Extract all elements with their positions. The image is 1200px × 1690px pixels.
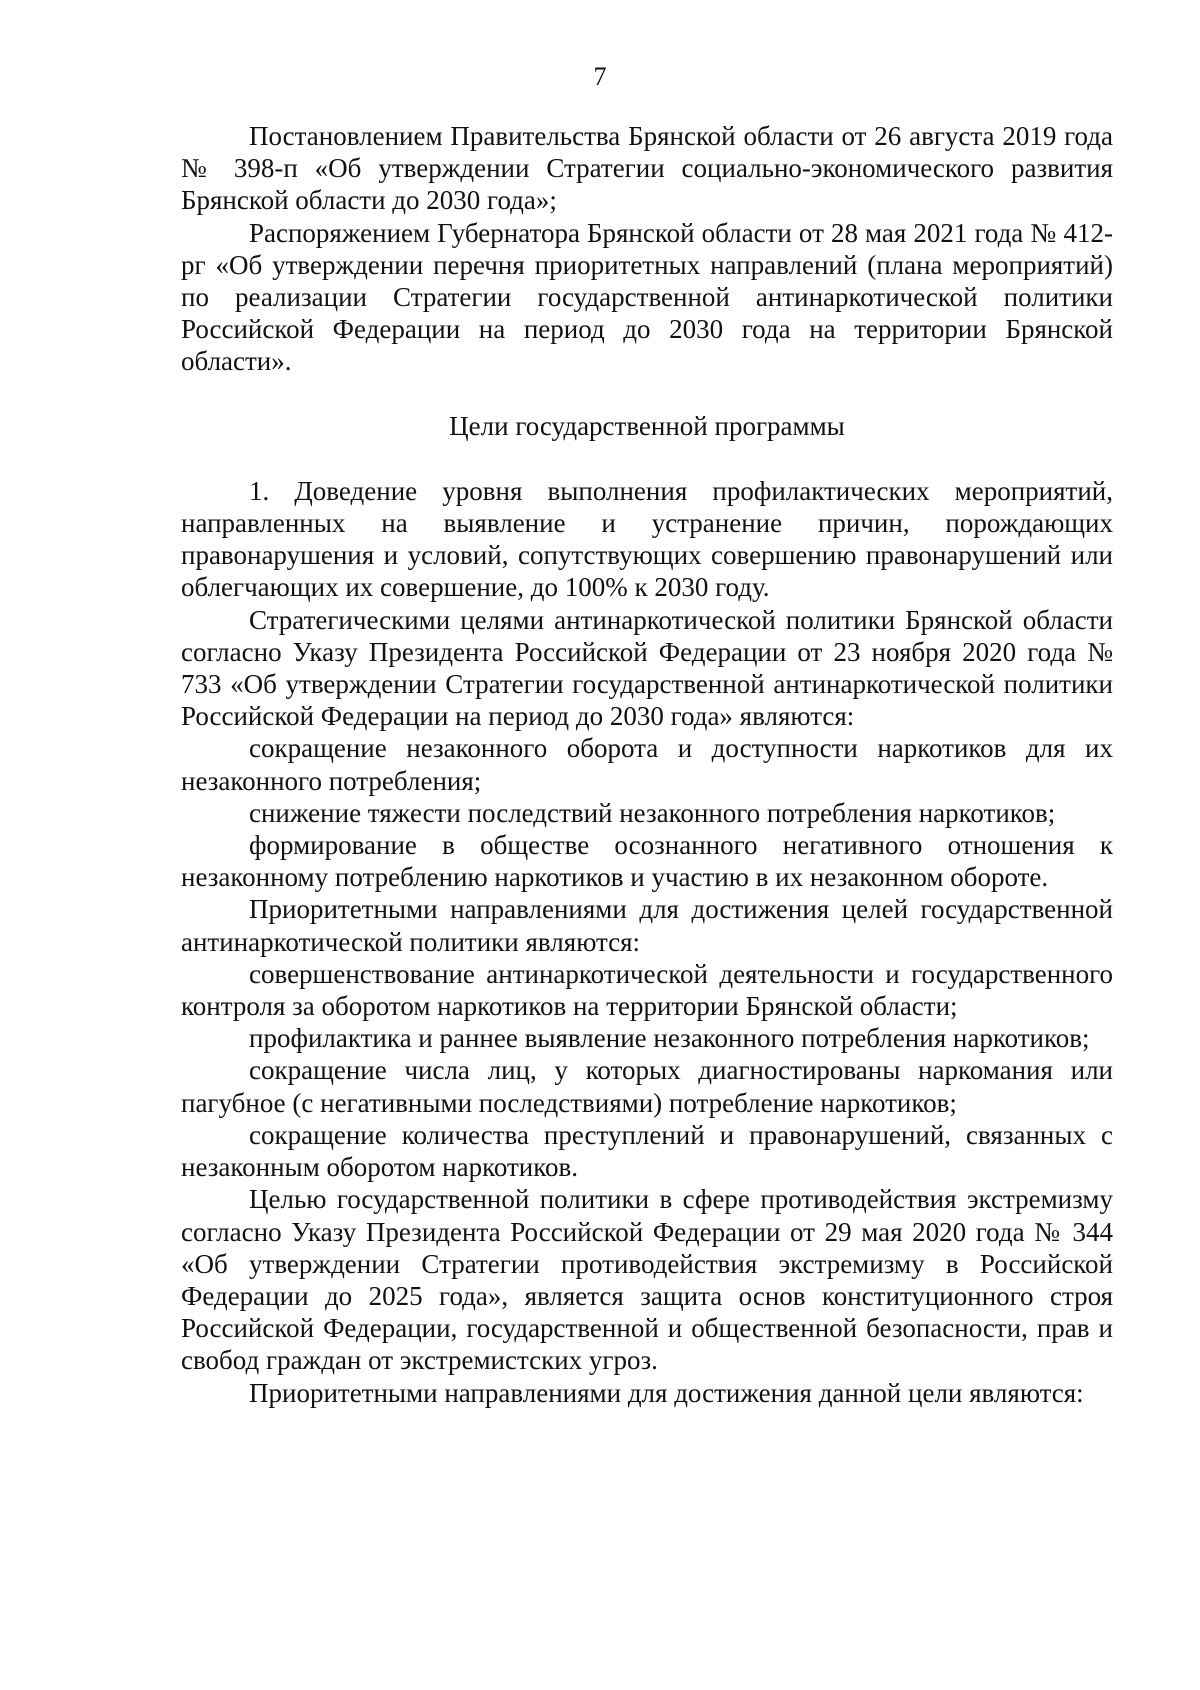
paragraph-governor-order: Распоряжением Губернатора Брянской области от 28 мая 2021 года № 412-рг «Об утверждении перечня приоритетных направлений (плана мероприятий) по реализации Стратегии государственной антинаркотической политики Российской Федерации на период до 2030 года на территории Брянской области». <box>181 217 1113 377</box>
paragraph-extremism-priorities: Приоритетными направлениями для достижения данной цели являются: <box>249 1377 1084 1408</box>
list-item-reduce-trafficking: сокращение незаконного оборота и доступности наркотиков для их незаконного потребления; <box>181 733 1113 796</box>
paragraph-priority-directions: Приоритетными направлениями для достижения целей государственной антинаркотической политики являются: <box>181 894 1113 957</box>
page-number: 7 <box>593 62 607 91</box>
paragraph-government-decree: Постановлением Правительства Брянской области от 26 августа 2019 года № 398-п «Об утверждении Стратегии социально-экономического развития Брянской области до 2030 года»; <box>181 121 1113 216</box>
paragraph-extremism-goal: Целью государственной политики в сфере противодействия экстремизму согласно Указу Президента Российской Федерации от 29 мая 2020 года № 344 «Об утверждении Стратегии противодействия экстремизму в Российской Федерации до 2025 года», является защита основ конституционного строя Российской Федерации, государственной и общественной безопасности, прав и свобод граждан от экстремистских угроз. <box>181 1184 1113 1376</box>
document-body <box>181 120 1113 1409</box>
list-item-reduce-consequences: снижение тяжести последствий незаконного потребления наркотиков; <box>249 797 1056 828</box>
paragraph-goal-1: 1. Доведение уровня выполнения профилактических мероприятий, направленных на выявление и устранение причин, порождающих правонарушения и условий, сопутствующих совершению правонарушений или облегчающих их совершение, до 100% к 2030 году. <box>181 475 1113 603</box>
list-item-negative-attitude: формирование в обществе осознанного негативного отношения к незаконному потреблению наркотиков и участию в их незаконном обороте. <box>181 830 1113 893</box>
section-heading: Цели государственной программы <box>449 410 845 441</box>
list-item-improve-control: совершенствование антинаркотической деятельности и государственного контроля за оборотом наркотиков на территории Брянской области; <box>181 958 1113 1022</box>
list-item-reduce-crimes: сокращение количества преступлений и правонарушений, связанных с незаконным оборотом наркотиков. <box>181 1119 1113 1183</box>
paragraph-strategic-goals: Стратегическими целями антинаркотической политики Брянской области согласно Указу Президента Российской Федерации от 23 ноября 2020 года № 733 «Об утверждении Стратегии государственной антинаркотической политики Российской Федерации на период до 2030 года» являются: <box>181 604 1113 732</box>
list-item-reduce-addicts: сокращение числа лиц, у которых диагностированы наркомания или пагубное (с негативными последствиями) потребление наркотиков; <box>181 1055 1113 1118</box>
list-item-prevention: профилактика и раннее выявление незаконного потребления наркотиков; <box>249 1023 1090 1054</box>
